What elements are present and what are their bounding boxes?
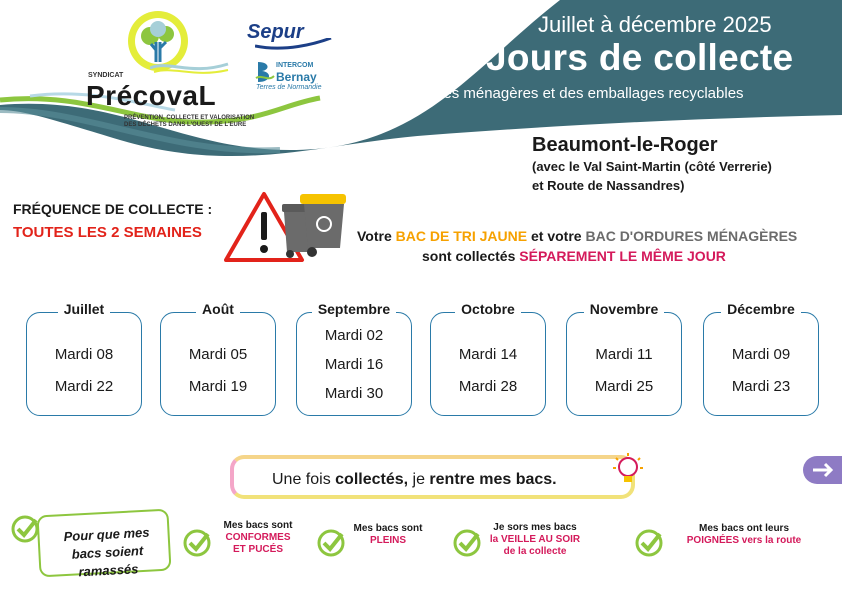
- collection-date: Mardi 25: [594, 378, 654, 395]
- check-icon: [182, 528, 212, 558]
- tips-heading-line1: Pour que mes: [63, 524, 150, 545]
- town-detail-line1: (avec le Val Saint-Martin (côté Verrerie): [532, 159, 772, 174]
- tip-line: Mes bacs sont: [353, 523, 423, 534]
- month-card-decembre: [703, 301, 819, 416]
- check-icon: [452, 528, 482, 558]
- tip-line: Je sors mes bacs: [493, 522, 577, 533]
- month-card-aout: [160, 301, 276, 416]
- tips-heading-box: [36, 509, 171, 578]
- bernay-logo-icon: [254, 60, 276, 84]
- notice-text-part3: sont collectés: [422, 248, 520, 264]
- collection-date: Mardi 30: [324, 385, 384, 402]
- tip-conformes: [212, 520, 304, 556]
- collection-date: Mardi 09: [731, 346, 791, 363]
- month-card-juillet: [26, 301, 142, 416]
- tip-highlight: de la collecte: [503, 546, 567, 557]
- month-dates: [161, 339, 275, 403]
- reminder-banner: [230, 455, 635, 499]
- reminder-text: [272, 471, 557, 489]
- page-subtitle: des ordures ménagères et des emballages recyclables: [380, 85, 744, 102]
- collection-date: Mardi 23: [731, 378, 791, 395]
- tips-heading: [51, 523, 164, 583]
- next-page-button[interactable]: [803, 456, 842, 484]
- frequency-value: TOUTES LES 2 SEMAINES: [13, 224, 202, 241]
- collection-date: Mardi 16: [324, 356, 384, 373]
- month-dates: [704, 339, 818, 403]
- month-card-septembre: [296, 301, 412, 416]
- reminder-bold2: rentre mes bacs.: [429, 471, 557, 488]
- precoval-tagline-line1: PRÉVENTION, COLLECTE ET VALORISATION: [124, 115, 255, 121]
- intercom-label: INTERCOM: [276, 62, 314, 69]
- lightbulb-icon: [612, 452, 644, 488]
- arrow-right-icon: [803, 456, 842, 484]
- month-name: Septembre: [297, 301, 411, 317]
- tip-line: Mes bacs ont leurs: [698, 523, 790, 534]
- town-detail: [532, 157, 772, 195]
- tip-poignees: [664, 523, 824, 547]
- month-name: Octobre: [431, 301, 545, 317]
- tip-highlight: ET PUCÉS: [232, 544, 283, 555]
- period-title: Juillet à décembre 2025: [538, 12, 772, 37]
- month-dates: [567, 339, 681, 403]
- collection-notice-line1: [357, 228, 797, 244]
- precoval-tagline: [124, 115, 254, 129]
- tip-highlight: PLEINS: [369, 535, 407, 546]
- tip-highlight: la VEILLE AU SOIR: [489, 534, 581, 545]
- precoval-tagline-line2: DES DÉCHETS DANS L'OUEST DE L'EURE: [124, 122, 247, 128]
- collection-date: Mardi 11: [595, 346, 653, 363]
- tips-heading-line2: bacs soient ramassés: [71, 542, 144, 580]
- tip-highlight: CONFORMES: [225, 532, 291, 543]
- tip-pleins: [344, 523, 432, 547]
- check-icon: [316, 528, 346, 558]
- intercom-tagline: Terres de Normandie: [256, 84, 322, 91]
- reminder-bold1: collectés,: [335, 471, 409, 488]
- collection-date: Mardi 05: [188, 346, 248, 363]
- reminder-part1: Une fois: [272, 471, 336, 488]
- sepur-logo: Sepur: [247, 21, 304, 43]
- precoval-logo-text: PrécovaL: [86, 80, 217, 111]
- collection-date: Mardi 08: [54, 346, 114, 363]
- town-name: Beaumont-le-Roger: [532, 134, 718, 156]
- sepur-swoosh-icon: [255, 38, 333, 50]
- yellow-bin-label: BAC DE TRI JAUNE: [395, 228, 528, 244]
- check-icon: [10, 514, 40, 544]
- logo-swoosh: [150, 58, 230, 78]
- notice-text-part2: et votre: [527, 228, 586, 244]
- tip-veille: [482, 522, 588, 558]
- intercom-name: Bernay: [276, 70, 317, 84]
- collection-date: Mardi 19: [188, 378, 248, 395]
- month-name: Novembre: [567, 301, 681, 317]
- collection-date: Mardi 22: [54, 378, 114, 395]
- grey-bin-label: BAC D'ORDURES MÉNAGÈRES: [585, 228, 798, 244]
- collection-notice-line2: [422, 248, 726, 264]
- month-dates: [27, 339, 141, 403]
- warning-bins-illustration: [224, 190, 354, 264]
- collection-date: Mardi 28: [458, 378, 518, 395]
- month-name: Décembre: [704, 301, 818, 317]
- notice-text-part1: Votre: [357, 228, 396, 244]
- check-icon: [634, 528, 664, 558]
- frequency-label: FRÉQUENCE DE COLLECTE :: [13, 201, 213, 217]
- month-name: Juillet: [27, 301, 141, 317]
- logo-syndicat: SYNDICAT: [88, 72, 124, 79]
- month-dates: [431, 339, 545, 403]
- collection-date: Mardi 14: [458, 346, 518, 363]
- month-card-novembre: [566, 301, 682, 416]
- month-name: Août: [161, 301, 275, 317]
- month-card-octobre: [430, 301, 546, 416]
- month-dates: [297, 321, 411, 408]
- tip-highlight: POIGNÉES vers la route: [686, 535, 802, 546]
- town-detail-line2: et Route de Nassandres): [532, 178, 685, 193]
- notice-emphasis: SÉPAREMENT LE MÊME JOUR: [519, 248, 726, 264]
- page-title: Jours de collecte: [486, 37, 794, 78]
- tip-line: Mes bacs sont: [223, 520, 293, 531]
- collection-date: Mardi 02: [324, 327, 384, 344]
- reminder-part2: je: [408, 471, 430, 488]
